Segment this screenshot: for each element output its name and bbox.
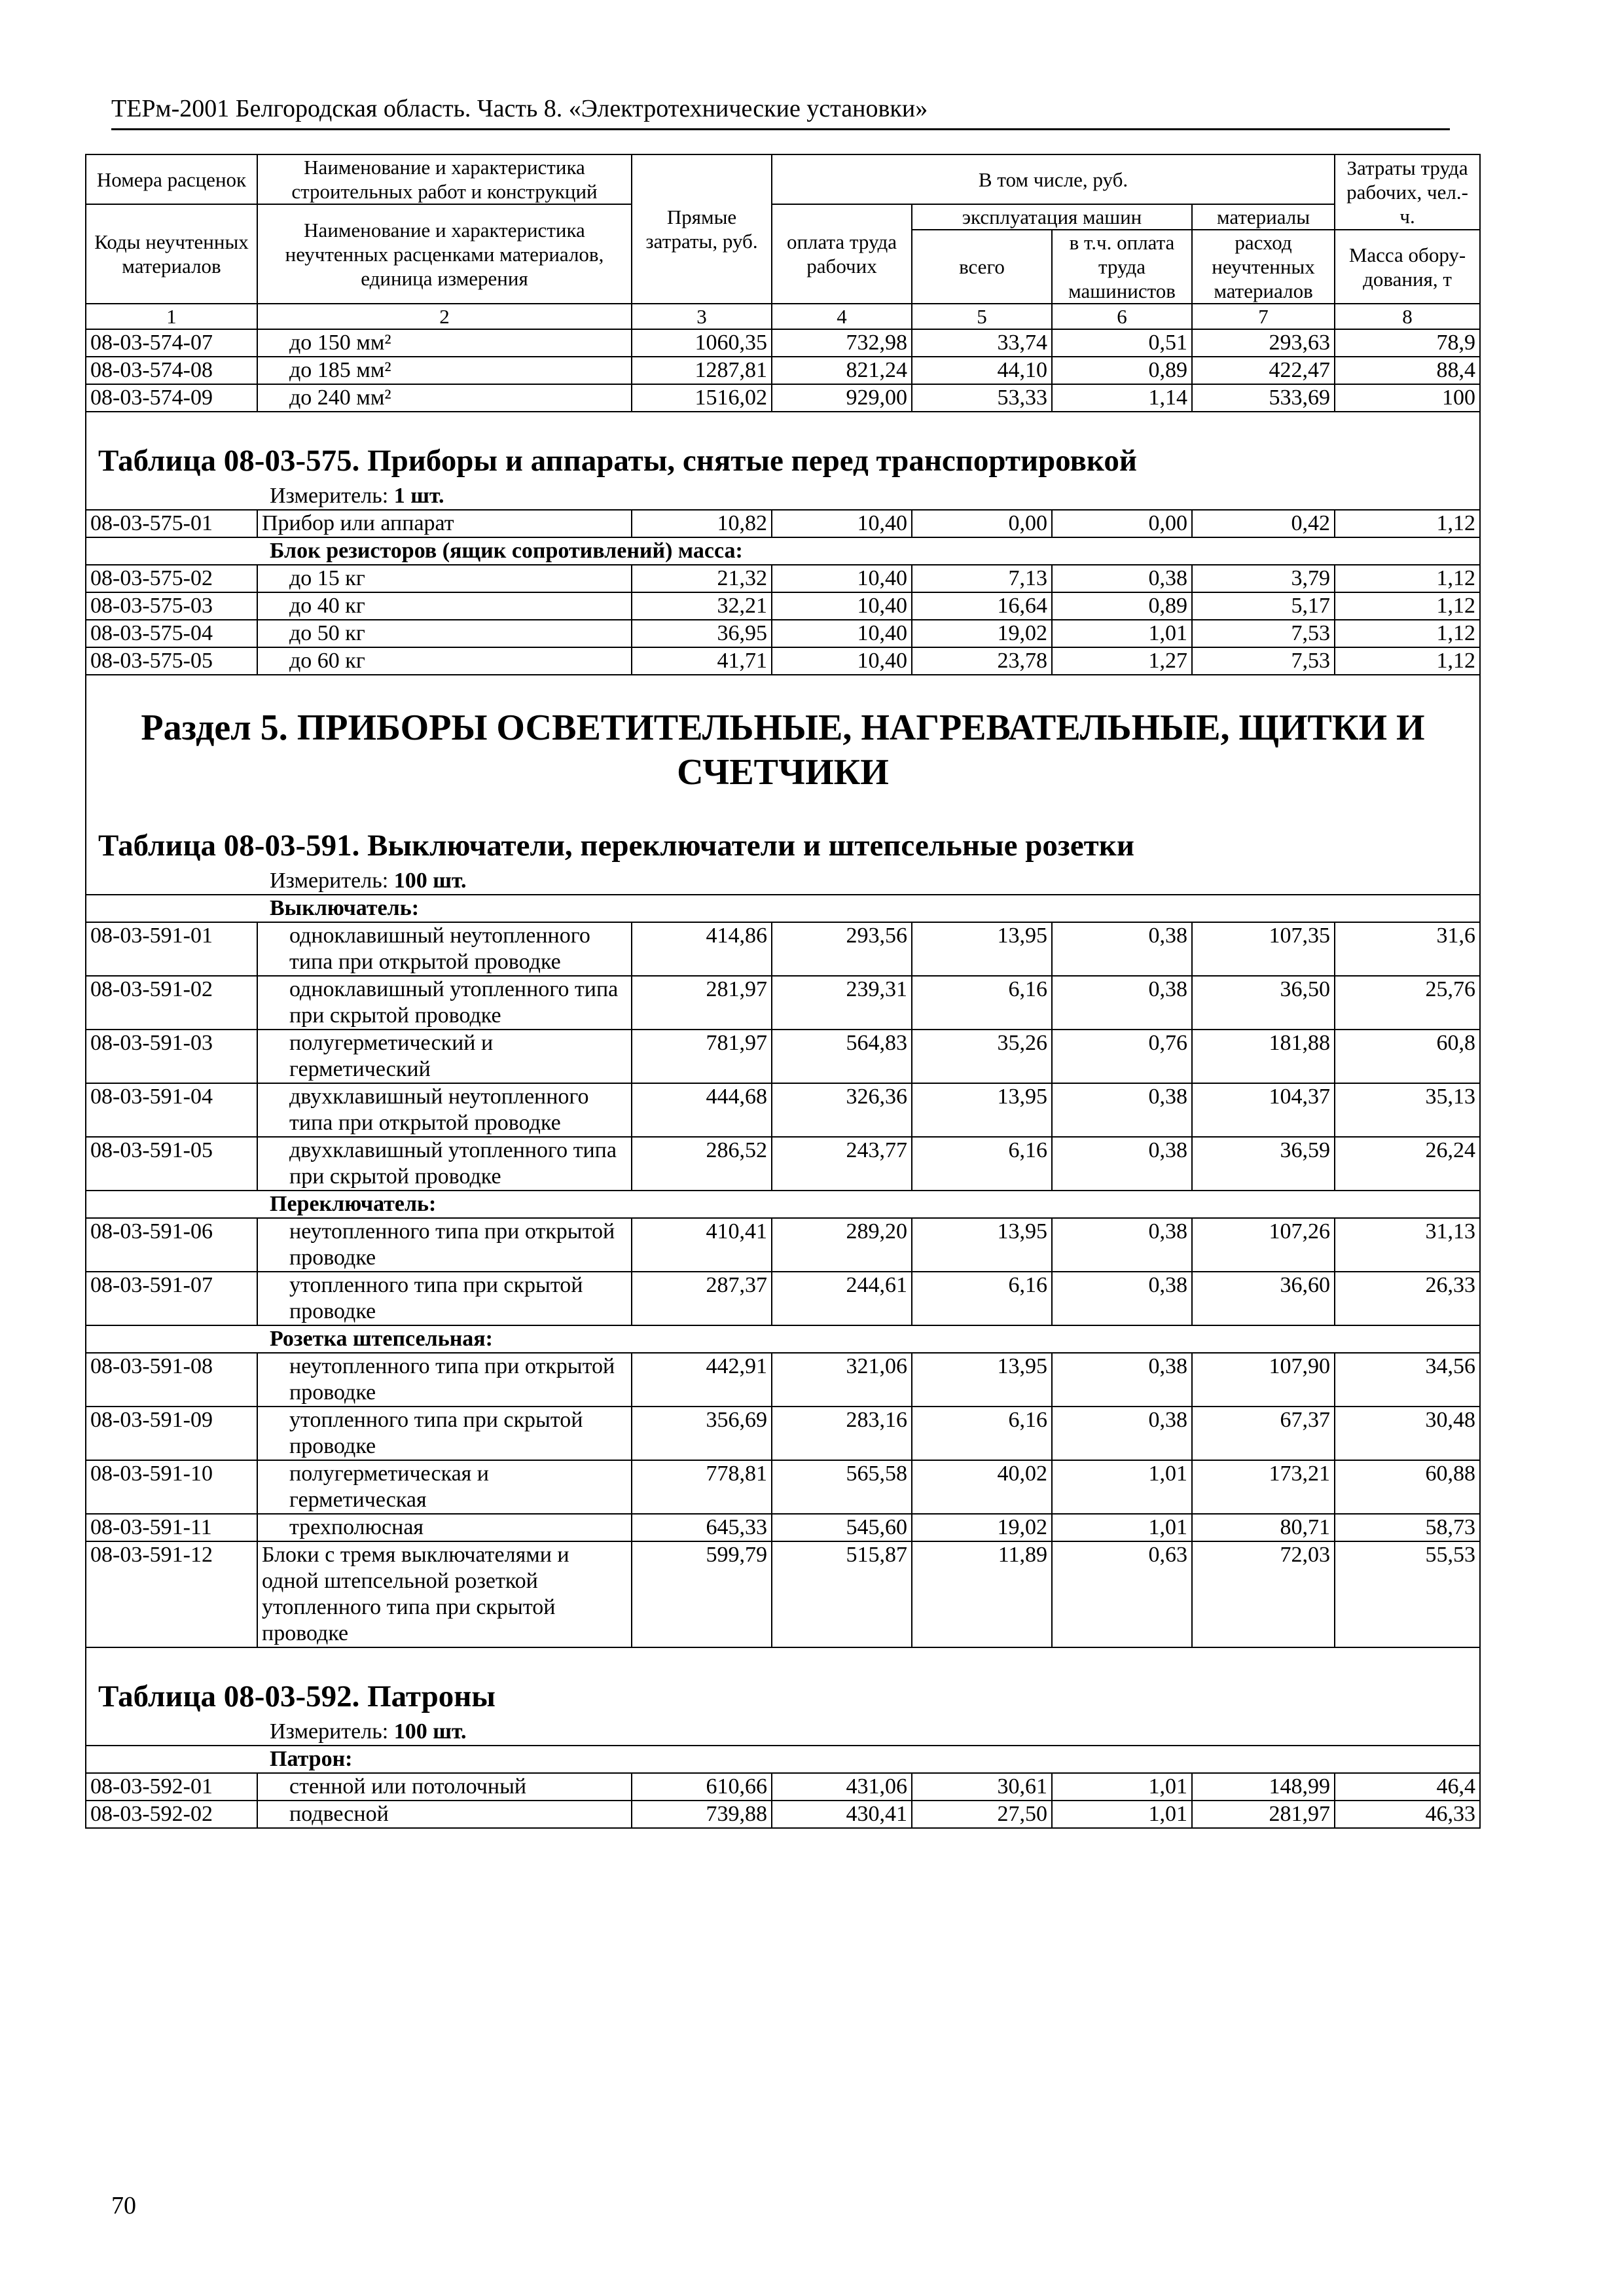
direct-costs-cell: 781,97 [632,1030,772,1083]
table-row [86,647,1480,675]
work-name-cell: двухклавишный утопленного типа при скрытой проводке [257,1137,632,1191]
work-name-cell: до 50 кг [257,620,632,647]
machinist-pay-cell: 0,38 [1052,1353,1192,1407]
table-591-meter [86,868,1480,895]
direct-costs-cell: 41,71 [632,647,772,675]
labor-hours-cell: 88,4 [1335,357,1480,384]
labor-pay-cell: 283,16 [772,1407,912,1460]
column-number: 1 [86,304,257,329]
labor-hours-cell: 31,13 [1335,1218,1480,1272]
table-row [86,565,1480,592]
unaccounted-materials-cell: 148,99 [1192,1773,1335,1801]
labor-pay-cell: 326,36 [772,1083,912,1137]
header-unaccounted-materials: расход неучтенных материалов [1192,230,1335,304]
table-row [86,384,1480,412]
table-row [86,510,1480,537]
work-name-cell: полугерметический и герметический [257,1030,632,1083]
subheader-switch: Выключатель: [86,895,1480,922]
unaccounted-materials-cell: 0,42 [1192,510,1335,537]
labor-pay-cell: 293,56 [772,922,912,976]
work-name-cell: Прибор или аппарат [257,510,632,537]
meter-label: Измеритель: [270,1719,394,1744]
direct-costs-cell: 1287,81 [632,357,772,384]
header-including: В том числе, руб. [772,154,1335,204]
work-name-cell: стенной или потолочный [257,1773,632,1801]
machinist-pay-cell: 0,38 [1052,565,1192,592]
direct-costs-cell: 444,68 [632,1083,772,1137]
header-machinist-pay: в т.ч. оплата труда машинистов [1052,230,1192,304]
machines-total-cell: 19,02 [912,1514,1052,1541]
machinist-pay-cell: 1,01 [1052,620,1192,647]
work-name-cell: двухклавишный неутопленного типа при открытой проводке [257,1083,632,1137]
table-591-title: Таблица 08-03-591. Выключатели, переключатели и штепсельные розетки [86,808,1480,868]
column-number: 3 [632,304,772,329]
work-name-cell: до 15 кг [257,565,632,592]
machinist-pay-cell: 0,89 [1052,592,1192,620]
labor-hours-cell: 46,33 [1335,1801,1480,1828]
rate-code-cell: 08-03-591-03 [86,1030,257,1083]
labor-hours-cell: 1,12 [1335,620,1480,647]
unaccounted-materials-cell: 422,47 [1192,357,1335,384]
work-name-cell: неутопленного типа при открытой проводке [257,1353,632,1407]
column-number: 5 [912,304,1052,329]
unaccounted-materials-cell: 107,35 [1192,922,1335,976]
labor-hours-cell: 1,12 [1335,592,1480,620]
labor-pay-cell: 821,24 [772,357,912,384]
header-codes-top: Номера расценок [86,154,257,204]
work-name-cell: подвесной [257,1801,632,1828]
table-row [86,1541,1480,1647]
unaccounted-materials-cell: 36,60 [1192,1272,1335,1325]
labor-hours-cell: 1,12 [1335,510,1480,537]
machinist-pay-cell: 1,01 [1052,1460,1192,1514]
unaccounted-materials-cell: 72,03 [1192,1541,1335,1647]
rate-code-cell: 08-03-591-05 [86,1137,257,1191]
rate-code-cell: 08-03-575-01 [86,510,257,537]
section-5-title: Раздел 5. ПРИБОРЫ ОСВЕТИТЕЛЬНЫЕ, НАГРЕВАТЕЛЬНЫЕ, ЩИТКИ И СЧЕТЧИКИ [86,675,1480,808]
column-number: 8 [1335,304,1480,329]
work-name-cell: неутопленного типа при открытой проводке [257,1218,632,1272]
machines-total-cell: 6,16 [912,976,1052,1030]
machinist-pay-cell: 0,76 [1052,1030,1192,1083]
machinist-pay-cell: 1,01 [1052,1801,1192,1828]
machines-total-cell: 6,16 [912,1137,1052,1191]
table-row [86,1353,1480,1407]
rates-document [85,154,1479,1829]
labor-hours-cell: 26,24 [1335,1137,1480,1191]
header-name-top: Наименование и характеристика строительных работ и конструкций [257,154,632,204]
machines-total-cell: 13,95 [912,1353,1052,1407]
labor-pay-cell: 545,60 [772,1514,912,1541]
machinist-pay-cell: 1,01 [1052,1514,1192,1541]
table-592-meter [86,1719,1480,1746]
work-name-cell: одноклавишный утопленного типа при скрытой проводке [257,976,632,1030]
labor-pay-cell: 732,98 [772,329,912,357]
work-name-cell: утопленного типа при скрытой проводке [257,1272,632,1325]
table-header-row-2 [86,204,1480,230]
rate-code-cell: 08-03-591-09 [86,1407,257,1460]
work-name-cell: до 40 кг [257,592,632,620]
unaccounted-materials-cell: 36,59 [1192,1137,1335,1191]
labor-hours-cell: 1,12 [1335,647,1480,675]
direct-costs-cell: 21,32 [632,565,772,592]
labor-hours-cell: 25,76 [1335,976,1480,1030]
labor-hours-cell: 31,6 [1335,922,1480,976]
labor-hours-cell: 60,88 [1335,1460,1480,1514]
table-header-row-1 [86,154,1480,204]
machinist-pay-cell: 0,63 [1052,1541,1192,1647]
column-number: 6 [1052,304,1192,329]
machinist-pay-cell: 0,38 [1052,1218,1192,1272]
header-codes-bottom: Коды неучтенных материалов [86,204,257,304]
unaccounted-materials-cell: 7,53 [1192,647,1335,675]
table-row [86,1773,1480,1801]
machines-total-cell: 44,10 [912,357,1052,384]
labor-hours-cell: 26,33 [1335,1272,1480,1325]
machines-total-cell: 0,00 [912,510,1052,537]
subheader-socket: Розетка штепсельная: [86,1325,1480,1353]
column-number: 4 [772,304,912,329]
labor-hours-cell: 100 [1335,384,1480,412]
rate-code-cell: 08-03-592-01 [86,1773,257,1801]
machinist-pay-cell: 0,38 [1052,1137,1192,1191]
direct-costs-cell: 286,52 [632,1137,772,1191]
labor-hours-cell: 46,4 [1335,1773,1480,1801]
direct-costs-cell: 778,81 [632,1460,772,1514]
labor-hours-cell: 55,53 [1335,1541,1480,1647]
column-numbers-row [86,304,1480,329]
meter-value: 100 шт. [393,869,467,893]
direct-costs-cell: 281,97 [632,976,772,1030]
unaccounted-materials-cell: 533,69 [1192,384,1335,412]
labor-pay-cell: 10,40 [772,620,912,647]
work-name-cell: до 150 мм² [257,329,632,357]
work-name-cell: до 240 мм² [257,384,632,412]
header-direct-costs: Прямые затраты, руб. [632,154,772,304]
unaccounted-materials-cell: 67,37 [1192,1407,1335,1460]
machinist-pay-cell: 0,89 [1052,357,1192,384]
header-labor-costs: Затраты труда рабочих, чел.-ч. [1335,154,1480,230]
machinist-pay-cell: 0,38 [1052,1407,1192,1460]
unaccounted-materials-cell: 36,50 [1192,976,1335,1030]
meter-label: Измеритель: [270,869,394,893]
labor-pay-cell: 10,40 [772,647,912,675]
meter-label: Измеритель: [270,484,394,508]
rate-code-cell: 08-03-575-05 [86,647,257,675]
rate-code-cell: 08-03-592-02 [86,1801,257,1828]
table-row [86,620,1480,647]
direct-costs-cell: 36,95 [632,620,772,647]
labor-pay-cell: 289,20 [772,1218,912,1272]
table-row [86,1218,1480,1272]
work-name-cell: полугерметическая и герметическая [257,1460,632,1514]
machinist-pay-cell: 1,14 [1052,384,1192,412]
header-name-bottom: Наименование и характеристика неучтенных расценками материалов, единица измерения [257,204,632,304]
labor-pay-cell: 243,77 [772,1137,912,1191]
labor-hours-cell: 34,56 [1335,1353,1480,1407]
machines-total-cell: 23,78 [912,647,1052,675]
labor-hours-cell: 1,12 [1335,565,1480,592]
machines-total-cell: 13,95 [912,1083,1052,1137]
unaccounted-materials-cell: 7,53 [1192,620,1335,647]
machines-total-cell: 7,13 [912,565,1052,592]
machinist-pay-cell: 0,38 [1052,922,1192,976]
table-row [86,1460,1480,1514]
column-number: 7 [1192,304,1335,329]
labor-pay-cell: 565,58 [772,1460,912,1514]
machines-total-cell: 53,33 [912,384,1052,412]
header-machines: эксплуатация машин [912,204,1192,230]
page-number: 70 [111,2192,136,2219]
table-row [86,1272,1480,1325]
labor-hours-cell: 60,8 [1335,1030,1480,1083]
table-row [86,922,1480,976]
table-575-title: Таблица 08-03-575. Приборы и аппараты, снятые перед транспортировкой [86,412,1480,483]
header-labor-pay: оплата труда рабочих [772,204,912,304]
table-592-title: Таблица 08-03-592. Патроны [86,1647,1480,1719]
machines-total-cell: 13,95 [912,1218,1052,1272]
labor-pay-cell: 10,40 [772,565,912,592]
machines-total-cell: 33,74 [912,329,1052,357]
labor-pay-cell: 431,06 [772,1773,912,1801]
machinist-pay-cell: 1,27 [1052,647,1192,675]
machines-total-cell: 6,16 [912,1407,1052,1460]
machines-total-cell: 13,95 [912,922,1052,976]
machinist-pay-cell: 0,00 [1052,510,1192,537]
running-header: ТЕРм-2001 Белгородская область. Часть 8. «Электротехнические установки» [111,93,1450,130]
header-equipment-mass: Масса обору-дования, т [1335,230,1480,304]
meter-value: 100 шт. [393,1719,467,1744]
labor-pay-cell: 10,40 [772,510,912,537]
machinist-pay-cell: 0,38 [1052,1083,1192,1137]
direct-costs-cell: 442,91 [632,1353,772,1407]
machines-total-cell: 6,16 [912,1272,1052,1325]
header-materials: материалы [1192,204,1335,230]
table-row [86,1407,1480,1460]
work-name-cell: трехполюсная [257,1514,632,1541]
labor-pay-cell: 244,61 [772,1272,912,1325]
machines-total-cell: 35,26 [912,1030,1052,1083]
subheader-changeover-switch: Переключатель: [86,1191,1480,1218]
labor-pay-cell: 564,83 [772,1030,912,1083]
direct-costs-cell: 599,79 [632,1541,772,1647]
rate-code-cell: 08-03-591-02 [86,976,257,1030]
machines-total-cell: 19,02 [912,620,1052,647]
rate-code-cell: 08-03-591-10 [86,1460,257,1514]
rate-code-cell: 08-03-574-07 [86,329,257,357]
labor-hours-cell: 35,13 [1335,1083,1480,1137]
table-row [86,1030,1480,1083]
machinist-pay-cell: 0,38 [1052,1272,1192,1325]
direct-costs-cell: 1060,35 [632,329,772,357]
direct-costs-cell: 1516,02 [632,384,772,412]
labor-pay-cell: 929,00 [772,384,912,412]
header-machines-total: всего [912,230,1052,304]
column-number: 2 [257,304,632,329]
rate-code-cell: 08-03-591-06 [86,1218,257,1272]
machines-total-cell: 27,50 [912,1801,1052,1828]
subheader-resistor-block: Блок резисторов (ящик сопротивлений) масса: [86,537,1480,565]
machines-total-cell: 11,89 [912,1541,1052,1647]
table-row [86,1137,1480,1191]
work-name-cell: утопленного типа при скрытой проводке [257,1407,632,1460]
unaccounted-materials-cell: 104,37 [1192,1083,1335,1137]
work-name-cell: Блоки с тремя выключателями и одной штепсельной розеткой утопленного типа при скрытой проводке [257,1541,632,1647]
table-row [86,1514,1480,1541]
unaccounted-materials-cell: 181,88 [1192,1030,1335,1083]
unaccounted-materials-cell: 80,71 [1192,1514,1335,1541]
meter-value: 1 шт. [393,484,444,508]
machines-total-cell: 30,61 [912,1773,1052,1801]
direct-costs-cell: 10,82 [632,510,772,537]
table-row [86,592,1480,620]
table-row [86,357,1480,384]
machinist-pay-cell: 0,51 [1052,329,1192,357]
rate-code-cell: 08-03-591-07 [86,1272,257,1325]
rate-code-cell: 08-03-591-01 [86,922,257,976]
rate-code-cell: 08-03-575-04 [86,620,257,647]
table-575-meter [86,483,1480,510]
machines-total-cell: 40,02 [912,1460,1052,1514]
direct-costs-cell: 739,88 [632,1801,772,1828]
table-row [86,976,1480,1030]
rates-table [85,154,1481,1829]
unaccounted-materials-cell: 107,90 [1192,1353,1335,1407]
direct-costs-cell: 287,37 [632,1272,772,1325]
labor-hours-cell: 78,9 [1335,329,1480,357]
table-row [86,1083,1480,1137]
direct-costs-cell: 356,69 [632,1407,772,1460]
labor-pay-cell: 321,06 [772,1353,912,1407]
unaccounted-materials-cell: 281,97 [1192,1801,1335,1828]
table-row [86,329,1480,357]
unaccounted-materials-cell: 5,17 [1192,592,1335,620]
unaccounted-materials-cell: 3,79 [1192,565,1335,592]
unaccounted-materials-cell: 173,21 [1192,1460,1335,1514]
rate-code-cell: 08-03-591-12 [86,1541,257,1647]
machinist-pay-cell: 1,01 [1052,1773,1192,1801]
labor-hours-cell: 58,73 [1335,1514,1480,1541]
rate-code-cell: 08-03-591-11 [86,1514,257,1541]
subheader-lampholder: Патрон: [86,1746,1480,1773]
rate-code-cell: 08-03-591-08 [86,1353,257,1407]
rate-code-cell: 08-03-575-03 [86,592,257,620]
machines-total-cell: 16,64 [912,592,1052,620]
rate-code-cell: 08-03-575-02 [86,565,257,592]
direct-costs-cell: 645,33 [632,1514,772,1541]
labor-hours-cell: 30,48 [1335,1407,1480,1460]
rate-code-cell: 08-03-574-09 [86,384,257,412]
direct-costs-cell: 32,21 [632,592,772,620]
labor-pay-cell: 430,41 [772,1801,912,1828]
machinist-pay-cell: 0,38 [1052,976,1192,1030]
work-name-cell: до 60 кг [257,647,632,675]
labor-pay-cell: 10,40 [772,592,912,620]
labor-pay-cell: 515,87 [772,1541,912,1647]
direct-costs-cell: 414,86 [632,922,772,976]
work-name-cell: до 185 мм² [257,357,632,384]
work-name-cell: одноклавишный неутопленного типа при открытой проводке [257,922,632,976]
unaccounted-materials-cell: 107,26 [1192,1218,1335,1272]
rate-code-cell: 08-03-591-04 [86,1083,257,1137]
direct-costs-cell: 610,66 [632,1773,772,1801]
rate-code-cell: 08-03-574-08 [86,357,257,384]
labor-pay-cell: 239,31 [772,976,912,1030]
direct-costs-cell: 410,41 [632,1218,772,1272]
table-row [86,1801,1480,1828]
unaccounted-materials-cell: 293,63 [1192,329,1335,357]
